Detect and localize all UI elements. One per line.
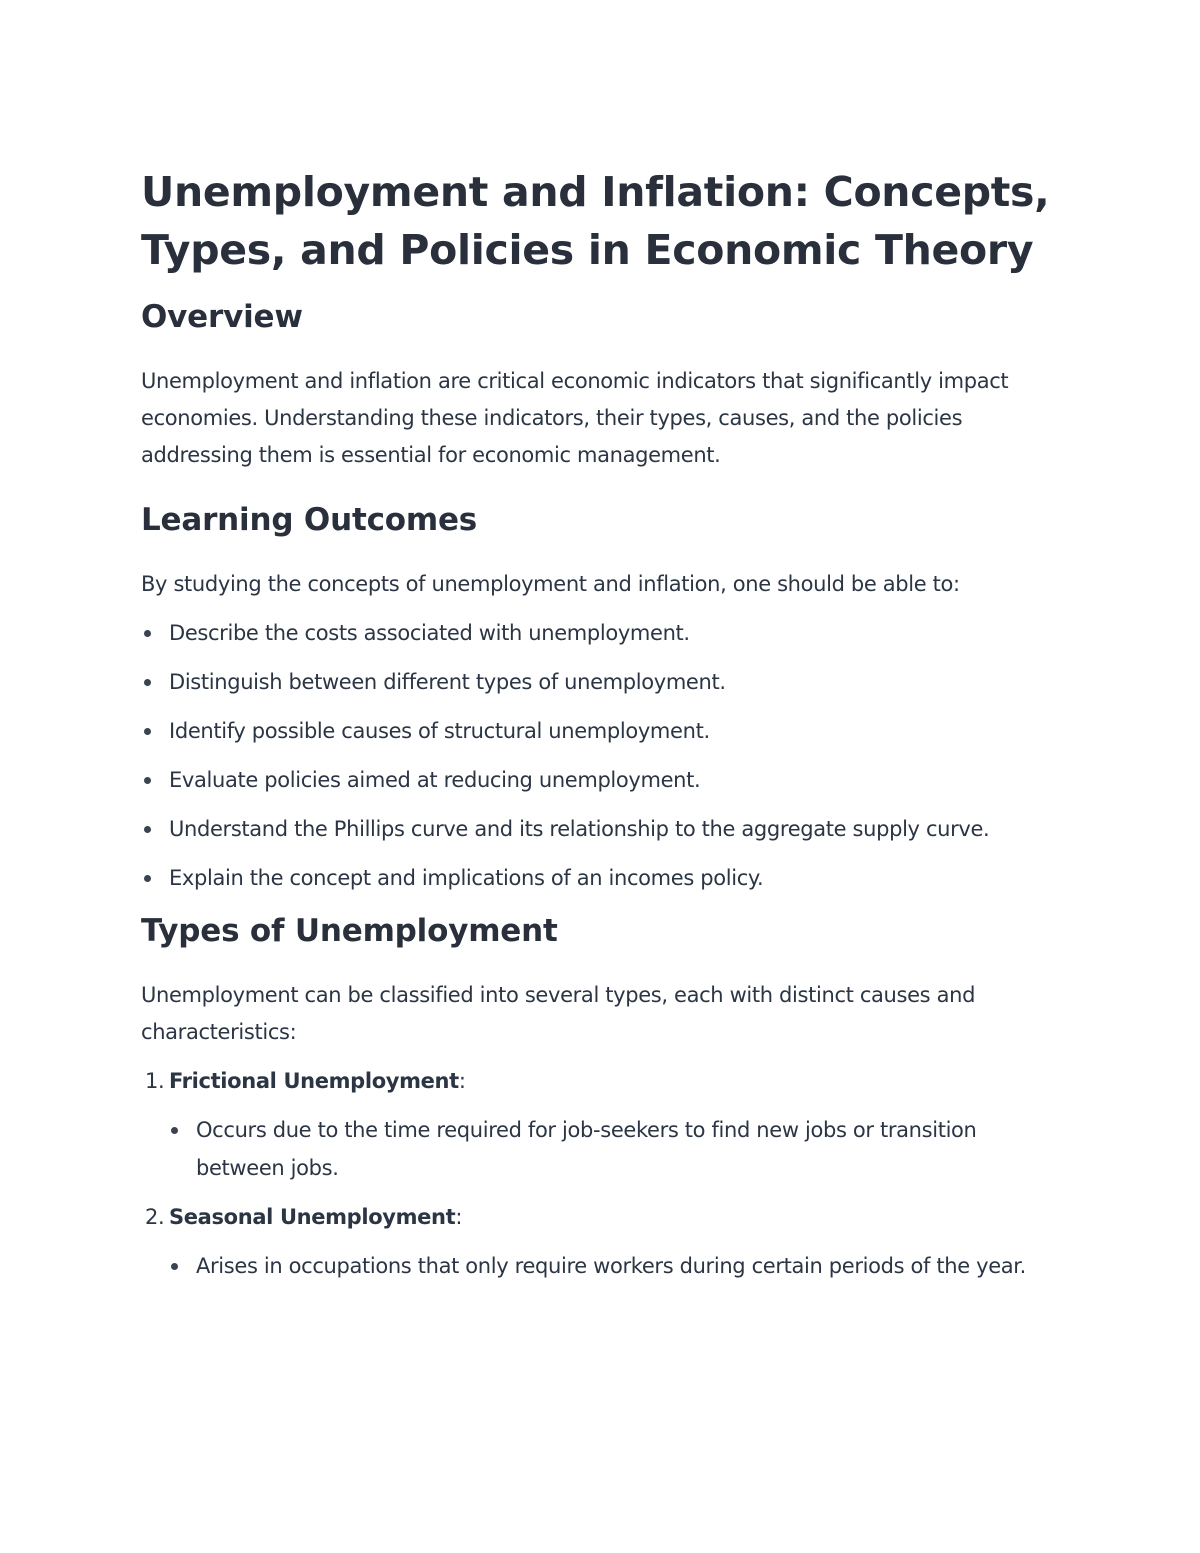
bullet-icon [144, 679, 151, 686]
unemployment-type-name: Seasonal Unemployment [169, 1205, 456, 1229]
list-item [141, 663, 1071, 701]
list-item [141, 810, 1071, 848]
document-title: Unemployment and Inflation: Concepts, Types, and Policies in Economic Theory [141, 168, 1050, 274]
unemployment-types-list [141, 1062, 1071, 1285]
list-number: 1. [145, 1069, 165, 1093]
list-item [141, 859, 1071, 897]
unemployment-type-suffix: : [458, 1069, 466, 1093]
bullet-icon [144, 826, 151, 833]
list-item-text: Evaluate policies aimed at reducing unemployment. [169, 768, 701, 792]
unemployment-type-name: Frictional Unemployment [169, 1069, 459, 1093]
bullet-icon [144, 875, 151, 882]
overview-heading: Overview [141, 299, 303, 335]
unemployment-type-item [141, 1062, 1071, 1187]
unemployment-type-item [141, 1198, 1071, 1285]
bullet-icon [144, 630, 151, 637]
list-item-text: Identify possible causes of structural unemployment. [169, 719, 710, 743]
learning-outcomes-list [141, 614, 1071, 897]
unemployment-type-details [169, 1111, 1071, 1187]
list-item [169, 1111, 1071, 1187]
list-item-text: Describe the costs associated with unemployment. [169, 621, 690, 645]
list-number: 2. [145, 1205, 165, 1229]
unemployment-type-details [169, 1247, 1071, 1285]
bullet-icon [171, 1127, 178, 1134]
learning-outcomes-intro: By studying the concepts of unemployment and inflation, one should be able to: [141, 572, 960, 596]
unemployment-type-suffix: : [455, 1205, 463, 1229]
bullet-icon [144, 777, 151, 784]
list-item-text: Distinguish between different types of unemployment. [169, 670, 726, 694]
list-item-text: Arises in occupations that only require workers during certain periods of the year. [196, 1254, 1026, 1278]
list-item [141, 761, 1071, 799]
list-item-text: Explain the concept and implications of an incomes policy. [169, 866, 764, 890]
overview-paragraph: Unemployment and inflation are critical economic indicators that significantly impact economies. Understanding these indicators, their types, causes, and the policies addressing them is essential for economic management. [141, 369, 1009, 467]
document-page [141, 163, 1071, 1296]
types-of-unemployment-intro: Unemployment can be classified into several types, each with distinct causes and characteristics: [141, 983, 976, 1044]
list-item [141, 614, 1071, 652]
types-of-unemployment-heading: Types of Unemployment [141, 913, 558, 949]
list-item [169, 1247, 1071, 1285]
bullet-icon [144, 728, 151, 735]
learning-outcomes-heading: Learning Outcomes [141, 502, 478, 538]
bullet-icon [171, 1263, 178, 1270]
list-item-text: Understand the Phillips curve and its relationship to the aggregate supply curve. [169, 817, 990, 841]
list-item-text: Occurs due to the time required for job-seekers to find new jobs or transition between jobs. [196, 1118, 977, 1180]
list-item [141, 712, 1071, 750]
